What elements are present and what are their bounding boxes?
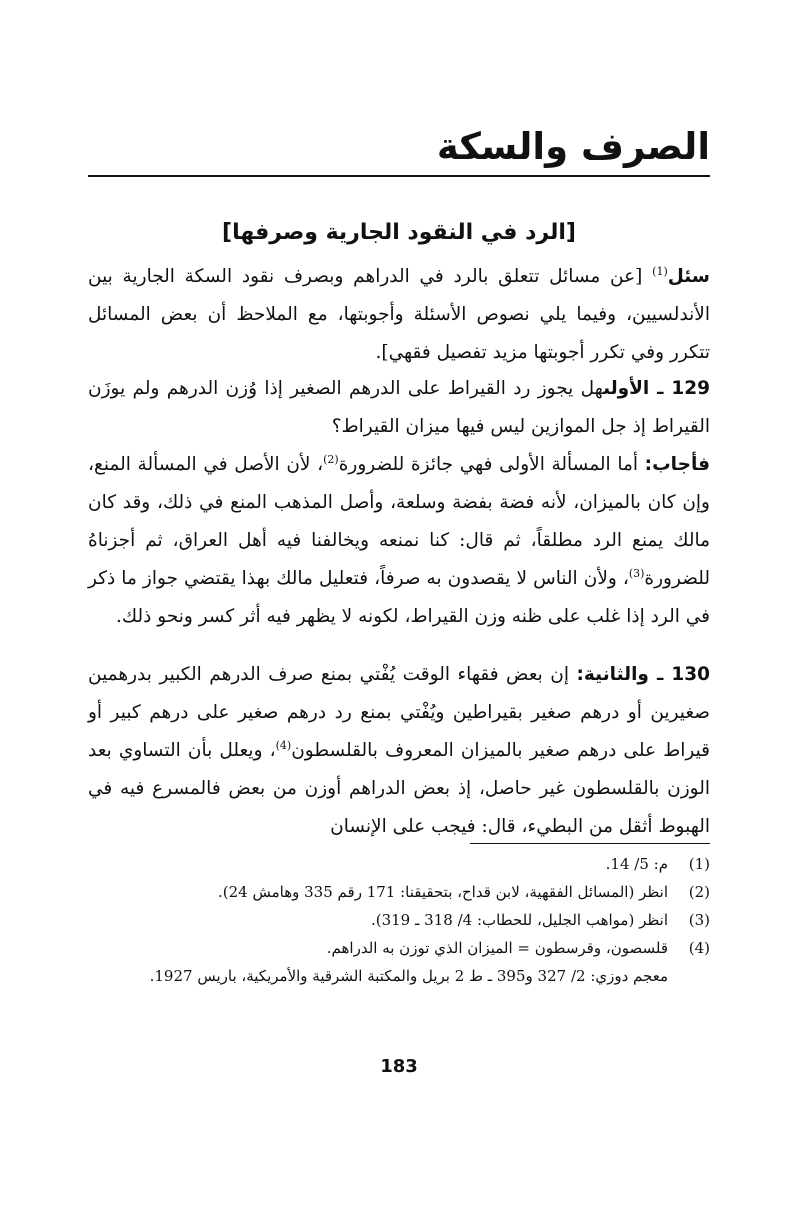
footnote-ref-3: (3)	[628, 566, 645, 580]
footnote-text: انظر (المسائل الفقهية، لابن قداح، بتحقيقنا: 171 رقم 335 وهامش 24).	[218, 883, 668, 901]
question-number: 130	[671, 664, 711, 685]
footnote-ref-2: (2)	[323, 452, 339, 466]
question-130	[88, 656, 710, 846]
answer-paragraph	[88, 446, 710, 636]
footnote-item	[88, 850, 710, 878]
question-lead: سئل	[667, 266, 710, 287]
question-129	[88, 370, 710, 446]
footnotes-list	[88, 850, 710, 990]
footnote-item	[88, 906, 710, 934]
footnote-item	[88, 878, 710, 906]
footnote-divider	[470, 843, 710, 844]
section-heading: [الرد في النقود الجارية وصرفها]	[222, 220, 576, 245]
footnote-continuation	[88, 962, 710, 990]
question-number: 129	[671, 378, 710, 399]
footnote-item	[88, 934, 710, 962]
footnote-text: انظر (مواهب الجليل، للحطاب: 4/ 318 ـ 319).	[370, 911, 668, 929]
answer-text-part-2: ، لأن الأصل في المسألة المنع، وإن كان بالميزان، لأنه فضة بفضة وسلعة، وأصل المذهب المنع في ذلك، وقد كان مالك يمنع الرد مطلقاً، ثم قال: كنا نمنعه ويخالفنا فيه أهل العراق، ثم أجزناهُ للضرورة	[88, 454, 710, 589]
answer-lead: فأجاب:	[644, 454, 710, 475]
answer-text-part-1: أما المسألة الأولى فهي جائزة للضرورة	[338, 454, 645, 475]
question-text-part-2: ، ويعلل بأن التساوي بعد الوزن بالقلسطون غير حاصل، إذ بعض الدراهم أوزن من بعض فالمسرع فيه في الهبوط أثقل من البطيء، قال: فيجب على الإنسان	[88, 740, 710, 837]
footnote-text: معجم دوزي: 2/ 327 و395 ـ ط 2 بريل والمكتبة الشرقية والأمريكية، باريس 1927.	[149, 967, 668, 985]
footnote-text: م: 5/ 14.	[605, 855, 668, 873]
question-text-part-1: إن بعض فقهاء الوقت يُفْتي بمنع صرف الدرهم الكبير بدرهمين صغيرين أو درهم صغير بقيراطين ويُفْتي بمنع رد درهم صغير على درهم كبير أو قيراط على درهم صغير بالميزان المعروف بالقلسطون	[88, 664, 710, 761]
title-divider	[88, 175, 710, 177]
intro-text: [عن مسائل تتعلق بالرد في الدراهم وبصرف نقود السكة الجارية بين الأندلسيين، وفيما يلي نصوص الأسئلة وأجوبتها، مع الملاحظ أن بعض المسائل تتكرر وفي تكرر أجوبتها مزيد تفصيل فقهي].	[88, 266, 710, 363]
answer-text-part-3: ، ولأن الناس لا يقصدون به صرفاً، فتعليل مالك بهذا يقتضي جواز ما ذكر في الرد إذا غلب على ظنه وزن القيراط، لكونه لا يظهر فيه أثر كسر ونحو ذلك.	[88, 568, 710, 627]
question-label: ـ الأولى	[603, 378, 672, 399]
question-text: هل يجوز رد القيراط على الدرهم الصغير إذا وُزن الدرهم ولم يوزَن القيراط إذ جل الموازين ليس فيها ميزان القيراط؟	[88, 378, 710, 437]
footnote-number: (1)	[688, 855, 710, 873]
chapter-title: الصرف والسكة	[436, 125, 710, 168]
footnote-number: (3)	[688, 911, 710, 929]
footnote-number: (2)	[688, 883, 710, 901]
footnote-ref-1: (1)	[652, 264, 668, 278]
question-label: ـ والثانية:	[576, 664, 672, 685]
footnote-number: (4)	[688, 939, 710, 957]
footnote-text: قلسصون، وقرسطون = الميزان الذي توزن به الدراهم.	[326, 939, 668, 957]
page-number: 183	[380, 1056, 418, 1077]
intro-paragraph	[88, 258, 710, 372]
footnote-ref-4: (4)	[275, 738, 292, 752]
